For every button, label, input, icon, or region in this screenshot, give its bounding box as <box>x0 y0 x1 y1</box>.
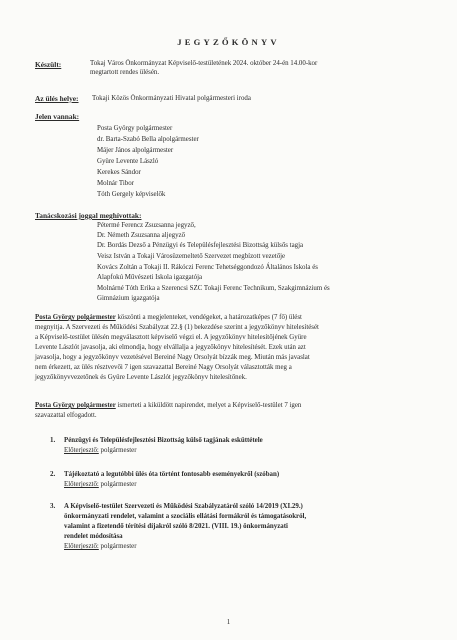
member-item: Posta György polgármester <box>97 125 173 132</box>
paragraph-line: nem érkezett, az ülés résztvevői 7 igen szavazattal Bereiné Nagy Orsolyát választották meg a <box>35 364 292 371</box>
member-item: dr. Barta-Szabó Bella alpolgármester <box>97 136 199 143</box>
agenda-title: Pénzügyi és Településfejlesztési Bizottság külső tagjának esküttétele <box>64 437 263 444</box>
eloterjeszto-value: polgármester <box>98 481 137 488</box>
agenda-title-line: A Képviselő-testület Szervezeti és Működési Szabályzatáról szóló 14/2019 (XI.29.) <box>64 503 303 510</box>
eloterjeszto-label: Előterjesztő: <box>64 481 99 488</box>
invitee-item: Molnárné Tóth Erika a Szerencsi SZC Tokaji Ferenc Technikum, Szakgimnázium és <box>97 285 330 292</box>
document-title: JEGYZŐKÖNYV <box>177 37 280 47</box>
member-item: Gyüre Levente László <box>97 158 159 165</box>
speaker-name: Posta György polgármester <box>35 314 116 321</box>
member-item: Kerekes Sándor <box>97 169 141 176</box>
eloterjeszto-value: polgármester <box>98 543 137 550</box>
paragraph-line: Levente Lászlót javasolja, aki elmondja, hogy elvállalja a jegyzőkönyv hitelesítését. Ezek után azt <box>35 344 306 351</box>
agenda-title-line: önkormányzati rendelet, valamint a szociális ellátási formákról és támogatásokról, <box>64 513 307 520</box>
paragraph-line: javasolja, hogy a jegyzőkönyv vezetésével Bereiné Nagy Orsolyát bízzák meg. Miután más javaslat <box>35 354 310 361</box>
agenda-number: 1. <box>50 436 56 444</box>
paragraph-line: ismerteti a kiküldött napirendet, melyet a Képviselő-testület 7 igen <box>115 402 302 409</box>
eloterjeszto-label: Előterjesztő: <box>64 543 99 550</box>
paragraph-line: jegyzőkönyvvezetőnek és Gyüre Levente Lászlót jegyzőkönyv hitelesítőnek. <box>35 374 247 381</box>
eloterjeszto-label: Előterjesztő: <box>64 447 99 454</box>
paragraph-line: köszönti a megjelenteket, vendégeket, a határozatképes (7 fő) ülést <box>115 314 302 321</box>
member-item: Májer János alpolgármester <box>97 147 174 154</box>
agenda-title-line: valamint a fizetendő térítési díjakról szóló 8/2021. (VIII. 19.) önkormányzati <box>64 523 288 530</box>
paragraph-line: megnyitja. A Szervezeti és Működési Szabályzat 22.§ (1) bekezdése szerint a jegyzőkönyv hitelesítését <box>35 324 319 331</box>
invitee-item: Dr. Németh Zsuzsanna aljegyző <box>97 232 186 239</box>
invitee-item: Kovács Zoltán a Tokaji II. Rákóczi Ferenc Tehetséggondozó Általános Iskola és <box>97 264 318 271</box>
paragraph-line: szavazattal elfogadott. <box>35 412 97 419</box>
agenda-number: 2. <box>50 470 56 478</box>
ules-helye-label: Az ülés helye: <box>35 94 79 103</box>
speaker-name: Posta György polgármester <box>35 402 116 409</box>
keszult-line-1: Tokaj Város Önkormányzat Képviselő-testületének 2024. október 24-én 14.00-kor <box>90 60 318 67</box>
page-number: 1 <box>226 618 231 626</box>
invitee-item: Gimnázium igazgatója <box>97 295 160 302</box>
member-item: Tóth Gergely képviselők <box>97 191 166 198</box>
tanacskozasi-label: Tanácskozási joggal meghívottak: <box>35 211 142 220</box>
eloterjeszto-value: polgármester <box>98 447 137 454</box>
paragraph-line: a Képviselő-testület ülésén megválasztott képviselő végzi el. A jegyzőkönyv hitelesítőjének Gyüre <box>35 334 307 341</box>
agenda-title: Tájékoztató a legutóbbi ülés óta történt fontosabb eseményekről (szóban) <box>64 471 280 478</box>
keszult-label: Készült: <box>35 60 62 69</box>
member-item: Molnár Tibor <box>97 180 134 187</box>
jelen-vannak-label: Jelen vannak: <box>35 112 80 121</box>
agenda-title-line: rendelet módosítása <box>64 533 123 540</box>
keszult-line-2: megtartott rendes ülésén. <box>90 69 160 76</box>
invitee-item: Veisz István a Tokaji Városüzemeltető Szervezet megbízott vezetője <box>97 253 286 260</box>
invitee-item: Pétermé Ferencz Zsuzsanna jegyző, <box>97 222 196 229</box>
invitee-item: Alapfokú Művészeti Iskola igazgatója <box>97 274 203 281</box>
agenda-number: 3. <box>50 502 56 510</box>
ules-helye-text: Tokaji Közös Önkormányzati Hivatal polgármesteri iroda <box>92 95 251 102</box>
invitee-item: Dr. Bordás Dezső a Pénzügyi és Településfejlesztési Bizottság külsős tagja <box>97 242 304 249</box>
